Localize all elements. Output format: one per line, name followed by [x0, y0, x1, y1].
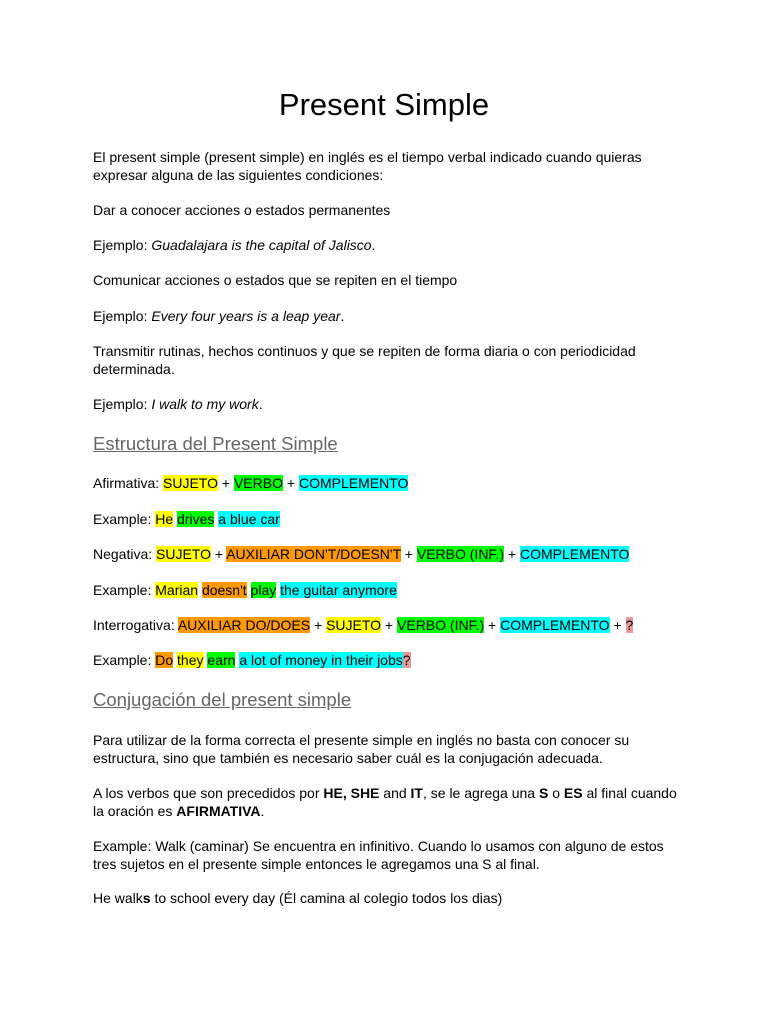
complemento-tag: COMPLEMENTO — [298, 475, 409, 491]
conjugacion-paragraph-3: Example: Walk (caminar) Se encuentra en infinitivo. Cuando lo usamos con alguno de estos tres sujetos en el presente simple entonces le agregamos una S al final. — [93, 838, 664, 872]
sujeto-tag: SUJETO — [156, 546, 212, 562]
negativa-formula — [93, 546, 678, 564]
estructura-heading: Estructura del Present Simple — [93, 433, 338, 454]
example-subject: He — [155, 511, 174, 527]
negativa-label: Negativa: — [93, 546, 157, 562]
auxiliar-tag: AUXILIAR DON'T/DOESN'T — [226, 546, 401, 562]
complemento-tag: COMPLEMENTO — [500, 617, 610, 633]
bold-run: AFIRMATIVA — [176, 802, 261, 819]
afirmativa-label: Afirmativa: — [93, 475, 164, 491]
text-run: to school every day (Él camina al colegio todos los dias) — [150, 890, 503, 906]
text-run: A los verbos que son precedidos por — [93, 785, 324, 801]
example-auxiliar: doesn't — [201, 582, 247, 598]
plus-sign: + — [400, 546, 417, 562]
condition-1-example — [93, 237, 678, 255]
condition-2: Comunicar acciones o estados que se repiten en el tiempo — [93, 272, 458, 288]
condition-3: Transmitir rutinas, hechos continuos y que se repiten de forma diaria o con periodicidad determinada. — [93, 343, 636, 377]
example-verb: earn — [207, 652, 236, 668]
example-auxiliar: Do — [155, 652, 174, 668]
example-text: Guadalajara is the capital of Jalisco — [151, 237, 372, 253]
example-subject: they — [177, 652, 204, 668]
example-verb: drives — [177, 511, 215, 527]
example-label: Ejemplo: — [93, 396, 152, 412]
example-label: Example: — [93, 511, 156, 527]
text-run: al final cuando la oración es — [93, 785, 677, 819]
intro-paragraph: El present simple (present simple) en inglés es el tiempo verbal indicado cuando quieras expresar alguna de las siguientes condiciones: — [93, 149, 642, 183]
text-run: o — [548, 785, 564, 801]
condition-3-example — [93, 396, 678, 414]
example-complement: a lot of money in their jobs — [239, 652, 403, 668]
example-question-mark: ? — [402, 652, 411, 668]
afirmativa-formula — [93, 475, 678, 493]
example-verb: play — [250, 582, 277, 598]
condition-1: Dar a conocer acciones o estados permanentes — [93, 202, 391, 218]
example-end: . — [340, 308, 345, 324]
sujeto-tag: SUJETO — [163, 475, 218, 491]
example-label: Example: — [93, 582, 156, 598]
sujeto-tag: SUJETO — [326, 617, 382, 633]
conjugacion-heading: Conjugación del present simple — [93, 689, 352, 710]
question-mark-tag: ? — [625, 617, 634, 633]
text-run: and — [379, 785, 411, 801]
example-text: Every four years is a leap year — [151, 308, 341, 324]
plus-sign: + — [381, 617, 398, 633]
page-title: Present Simple — [278, 87, 490, 122]
bold-run: S — [538, 785, 549, 801]
text-run: He walk — [93, 890, 143, 906]
bold-run: ES — [563, 785, 583, 801]
text-run: , se le agrega una — [422, 785, 539, 801]
interrogativa-example — [93, 652, 678, 670]
example-label: Ejemplo: — [93, 237, 152, 253]
example-end: . — [371, 237, 376, 253]
text-run: . — [260, 802, 265, 819]
example-complement: the guitar anymore — [280, 582, 397, 598]
conjugacion-paragraph-1: Para utilizar de la forma correcta el presente simple en inglés no basta con conocer su estructura, sino que también es necesario saber cuál es la conjugación adecuada. — [93, 732, 630, 766]
plus-sign: + — [484, 617, 501, 633]
afirmativa-example — [93, 511, 678, 529]
complemento-tag: COMPLEMENTO — [519, 546, 630, 562]
bold-run: s — [142, 890, 151, 906]
auxiliar-tag: AUXILIAR DO/DOES — [177, 617, 311, 633]
plus-sign: + — [503, 546, 520, 562]
plus-sign: + — [282, 475, 299, 491]
negativa-example — [93, 582, 678, 600]
example-label: Example: — [93, 652, 156, 668]
bold-run: IT — [410, 785, 423, 801]
condition-2-example — [93, 308, 678, 326]
example-label: Ejemplo: — [93, 308, 152, 324]
plus-sign: + — [211, 546, 227, 562]
plus-sign: + — [609, 617, 626, 633]
example-end: . — [258, 396, 263, 412]
example-complement: a blue car — [218, 511, 280, 527]
plus-sign: + — [218, 475, 234, 491]
bold-run: HE, SHE — [323, 785, 380, 801]
verbo-tag: VERBO (INF.) — [416, 546, 504, 562]
interrogativa-formula — [93, 617, 678, 635]
plus-sign: + — [310, 617, 327, 633]
example-text: I walk to my work — [151, 396, 259, 412]
conjugacion-paragraph-2 — [93, 785, 678, 820]
example-subject: Marian — [155, 582, 199, 598]
verbo-tag: VERBO — [233, 475, 283, 491]
interrogativa-label: Interrogativa: — [93, 617, 178, 633]
verbo-tag: VERBO (INF.) — [397, 617, 485, 633]
conjugacion-paragraph-4 — [93, 890, 678, 908]
